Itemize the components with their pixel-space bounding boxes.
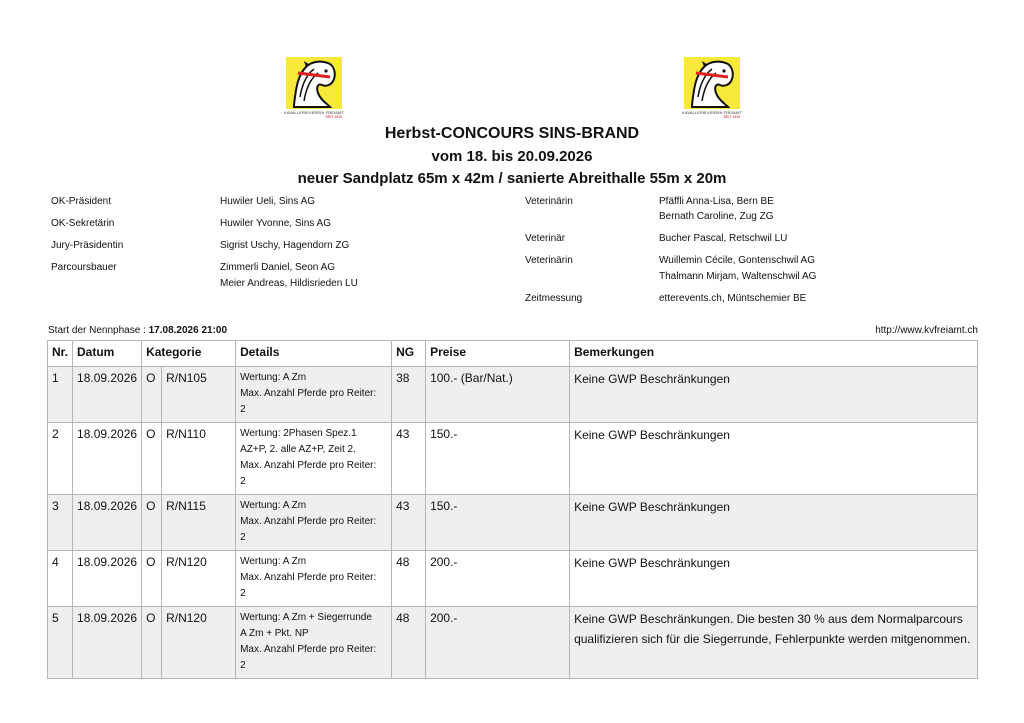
- cell-kategorie: R/N105: [162, 367, 236, 423]
- cell-kategorie-type: O: [142, 423, 162, 495]
- official-name: Zimmerli Daniel, Seon AG: [220, 262, 336, 273]
- cell-kategorie-type: O: [142, 495, 162, 551]
- cell-nr: 1: [48, 367, 73, 423]
- official-name: etterevents.ch, Müntschemier BE: [659, 293, 807, 304]
- cell-kategorie: R/N120: [162, 607, 236, 679]
- website-link[interactable]: http://www.kvfreiamt.ch: [875, 325, 978, 336]
- cell-kategorie: R/N115: [162, 495, 236, 551]
- event-dates: vom 18. bis 20.09.2026: [431, 148, 593, 165]
- column-header-nr: Nr.: [48, 341, 73, 367]
- event-subtitle: neuer Sandplatz 65m x 42m / sanierte Abreithalle 55m x 20m: [297, 170, 727, 187]
- cell-bemerkungen: Keine GWP Beschränkungen: [570, 551, 978, 607]
- cell-bemerkungen: Keine GWP Beschränkungen. Die besten 30 % aus dem Normalparcours qualifizieren sich für die Siegerrunde, Fehlerpunkte werden mitgenommen.: [570, 607, 978, 679]
- cell-nr: 3: [48, 495, 73, 551]
- logo-subcaption: SEIT 1919: [723, 115, 740, 119]
- details-line: Max. Anzahl Pferde pro Reiter:: [240, 572, 377, 583]
- official-name: Sigrist Uschy, Hagendorn ZG: [220, 240, 350, 251]
- cell-details: [236, 423, 392, 495]
- official-label-jury-praesidentin: Jury-Präsidentin: [51, 240, 124, 251]
- cell-preise: 150.-: [426, 495, 570, 551]
- cell-nr: 4: [48, 551, 73, 607]
- cell-datum: 18.09.2026: [73, 551, 142, 607]
- event-title: Herbst-CONCOURS SINS-BRAND: [384, 125, 640, 142]
- details-line: Wertung: A Zm: [240, 372, 307, 383]
- details-line: Wertung: A Zm + Siegerrunde: [240, 612, 372, 623]
- cell-bemerkungen: Keine GWP Beschränkungen: [570, 367, 978, 423]
- table-row: [48, 367, 978, 423]
- details-line: Wertung: A Zm: [240, 500, 307, 511]
- details-line: 2: [240, 532, 246, 543]
- details-line: 2: [240, 476, 246, 487]
- logo-caption: KAVALLERIEVEREIN FREIAMT: [284, 110, 344, 115]
- cell-datum: 18.09.2026: [73, 367, 142, 423]
- details-line: 2: [240, 588, 246, 599]
- column-header-preise: Preise: [426, 341, 570, 367]
- competition-table: [47, 340, 978, 679]
- logo-subcaption: SEIT 1919: [325, 115, 342, 119]
- cell-ng: 48: [392, 551, 426, 607]
- cell-details: [236, 607, 392, 679]
- cell-details: [236, 367, 392, 423]
- cell-kategorie: R/N120: [162, 551, 236, 607]
- cell-details: [236, 495, 392, 551]
- official-name: Thalmann Mirjam, Waltenschwil AG: [659, 271, 817, 282]
- official-name: Bernath Caroline, Zug ZG: [659, 211, 774, 222]
- official-label-ok-sekretaerin: OK-Sekretärin: [51, 218, 115, 229]
- cell-preise: 200.-: [426, 551, 570, 607]
- details-line: Max. Anzahl Pferde pro Reiter:: [240, 516, 377, 527]
- cell-kategorie: R/N110: [162, 423, 236, 495]
- cell-kategorie-type: O: [142, 367, 162, 423]
- details-line: Max. Anzahl Pferde pro Reiter:: [240, 644, 377, 655]
- column-header-datum: Datum: [73, 341, 142, 367]
- official-name: Meier Andreas, Hildisrieden LU: [220, 278, 358, 289]
- official-label-zeitmessung: Zeitmessung: [525, 293, 583, 304]
- cell-nr: 2: [48, 423, 73, 495]
- cell-details: [236, 551, 392, 607]
- table-row: [48, 423, 978, 495]
- cell-preise: 200.-: [426, 607, 570, 679]
- table-row: [48, 551, 978, 607]
- column-header-details: Details: [236, 341, 392, 367]
- cell-ng: 43: [392, 495, 426, 551]
- table-row: [48, 495, 978, 551]
- cell-ng: 43: [392, 423, 426, 495]
- official-label-parcoursbauer: Parcoursbauer: [51, 262, 117, 273]
- official-label-ok-praesident: OK-Präsident: [51, 196, 112, 207]
- column-header-kategorie: Kategorie: [142, 341, 236, 367]
- logo-caption: KAVALLERIEVEREIN FREIAMT: [682, 110, 742, 115]
- nennphase-info: [48, 325, 227, 336]
- nennphase-date: 17.08.2026 21:00: [148, 325, 228, 336]
- cell-datum: 18.09.2026: [73, 607, 142, 679]
- cell-datum: 18.09.2026: [73, 495, 142, 551]
- official-name: Huwiler Ueli, Sins AG: [220, 196, 316, 207]
- official-name: Huwiler Yvonne, Sins AG: [220, 218, 331, 229]
- details-line: AZ+P, 2. alle AZ+P, Zeit 2.: [240, 444, 356, 455]
- details-line: 2: [240, 404, 246, 415]
- cell-ng: 48: [392, 607, 426, 679]
- club-logo-left: [286, 57, 342, 119]
- cell-kategorie-type: O: [142, 551, 162, 607]
- horse-head-icon: [286, 57, 342, 109]
- details-line: A Zm + Pkt. NP: [240, 628, 309, 639]
- horse-head-icon: [684, 57, 740, 109]
- column-header-bemerkungen: Bemerkungen: [570, 341, 978, 367]
- details-line: 2: [240, 660, 246, 671]
- details-line: Wertung: A Zm: [240, 556, 307, 567]
- table-row: [48, 607, 978, 679]
- official-name: Wuillemin Cécile, Gontenschwil AG: [659, 255, 815, 266]
- club-logo-right: [684, 57, 740, 119]
- official-name: Pfäffli Anna-Lisa, Bern BE: [659, 196, 774, 207]
- cell-kategorie-type: O: [142, 607, 162, 679]
- details-line: Max. Anzahl Pferde pro Reiter:: [240, 460, 377, 471]
- details-line: Wertung: 2Phasen Spez.1: [240, 428, 357, 439]
- official-label-veterinaerin: Veterinärin: [525, 196, 573, 207]
- cell-bemerkungen: Keine GWP Beschränkungen: [570, 423, 978, 495]
- official-label-veterinaer: Veterinär: [525, 233, 566, 244]
- cell-ng: 38: [392, 367, 426, 423]
- cell-preise: 150.-: [426, 423, 570, 495]
- column-header-ng: NG: [392, 341, 426, 367]
- nennphase-label: Start der Nennphase :: [48, 325, 149, 336]
- table-header-row: [48, 341, 978, 367]
- cell-preise: 100.- (Bar/Nat.): [426, 367, 570, 423]
- details-line: Max. Anzahl Pferde pro Reiter:: [240, 388, 377, 399]
- cell-bemerkungen: Keine GWP Beschränkungen: [570, 495, 978, 551]
- official-label-veterinaerin-2: Veterinärin: [525, 255, 573, 266]
- cell-nr: 5: [48, 607, 73, 679]
- official-name: Bucher Pascal, Retschwil LU: [659, 233, 788, 244]
- cell-datum: 18.09.2026: [73, 423, 142, 495]
